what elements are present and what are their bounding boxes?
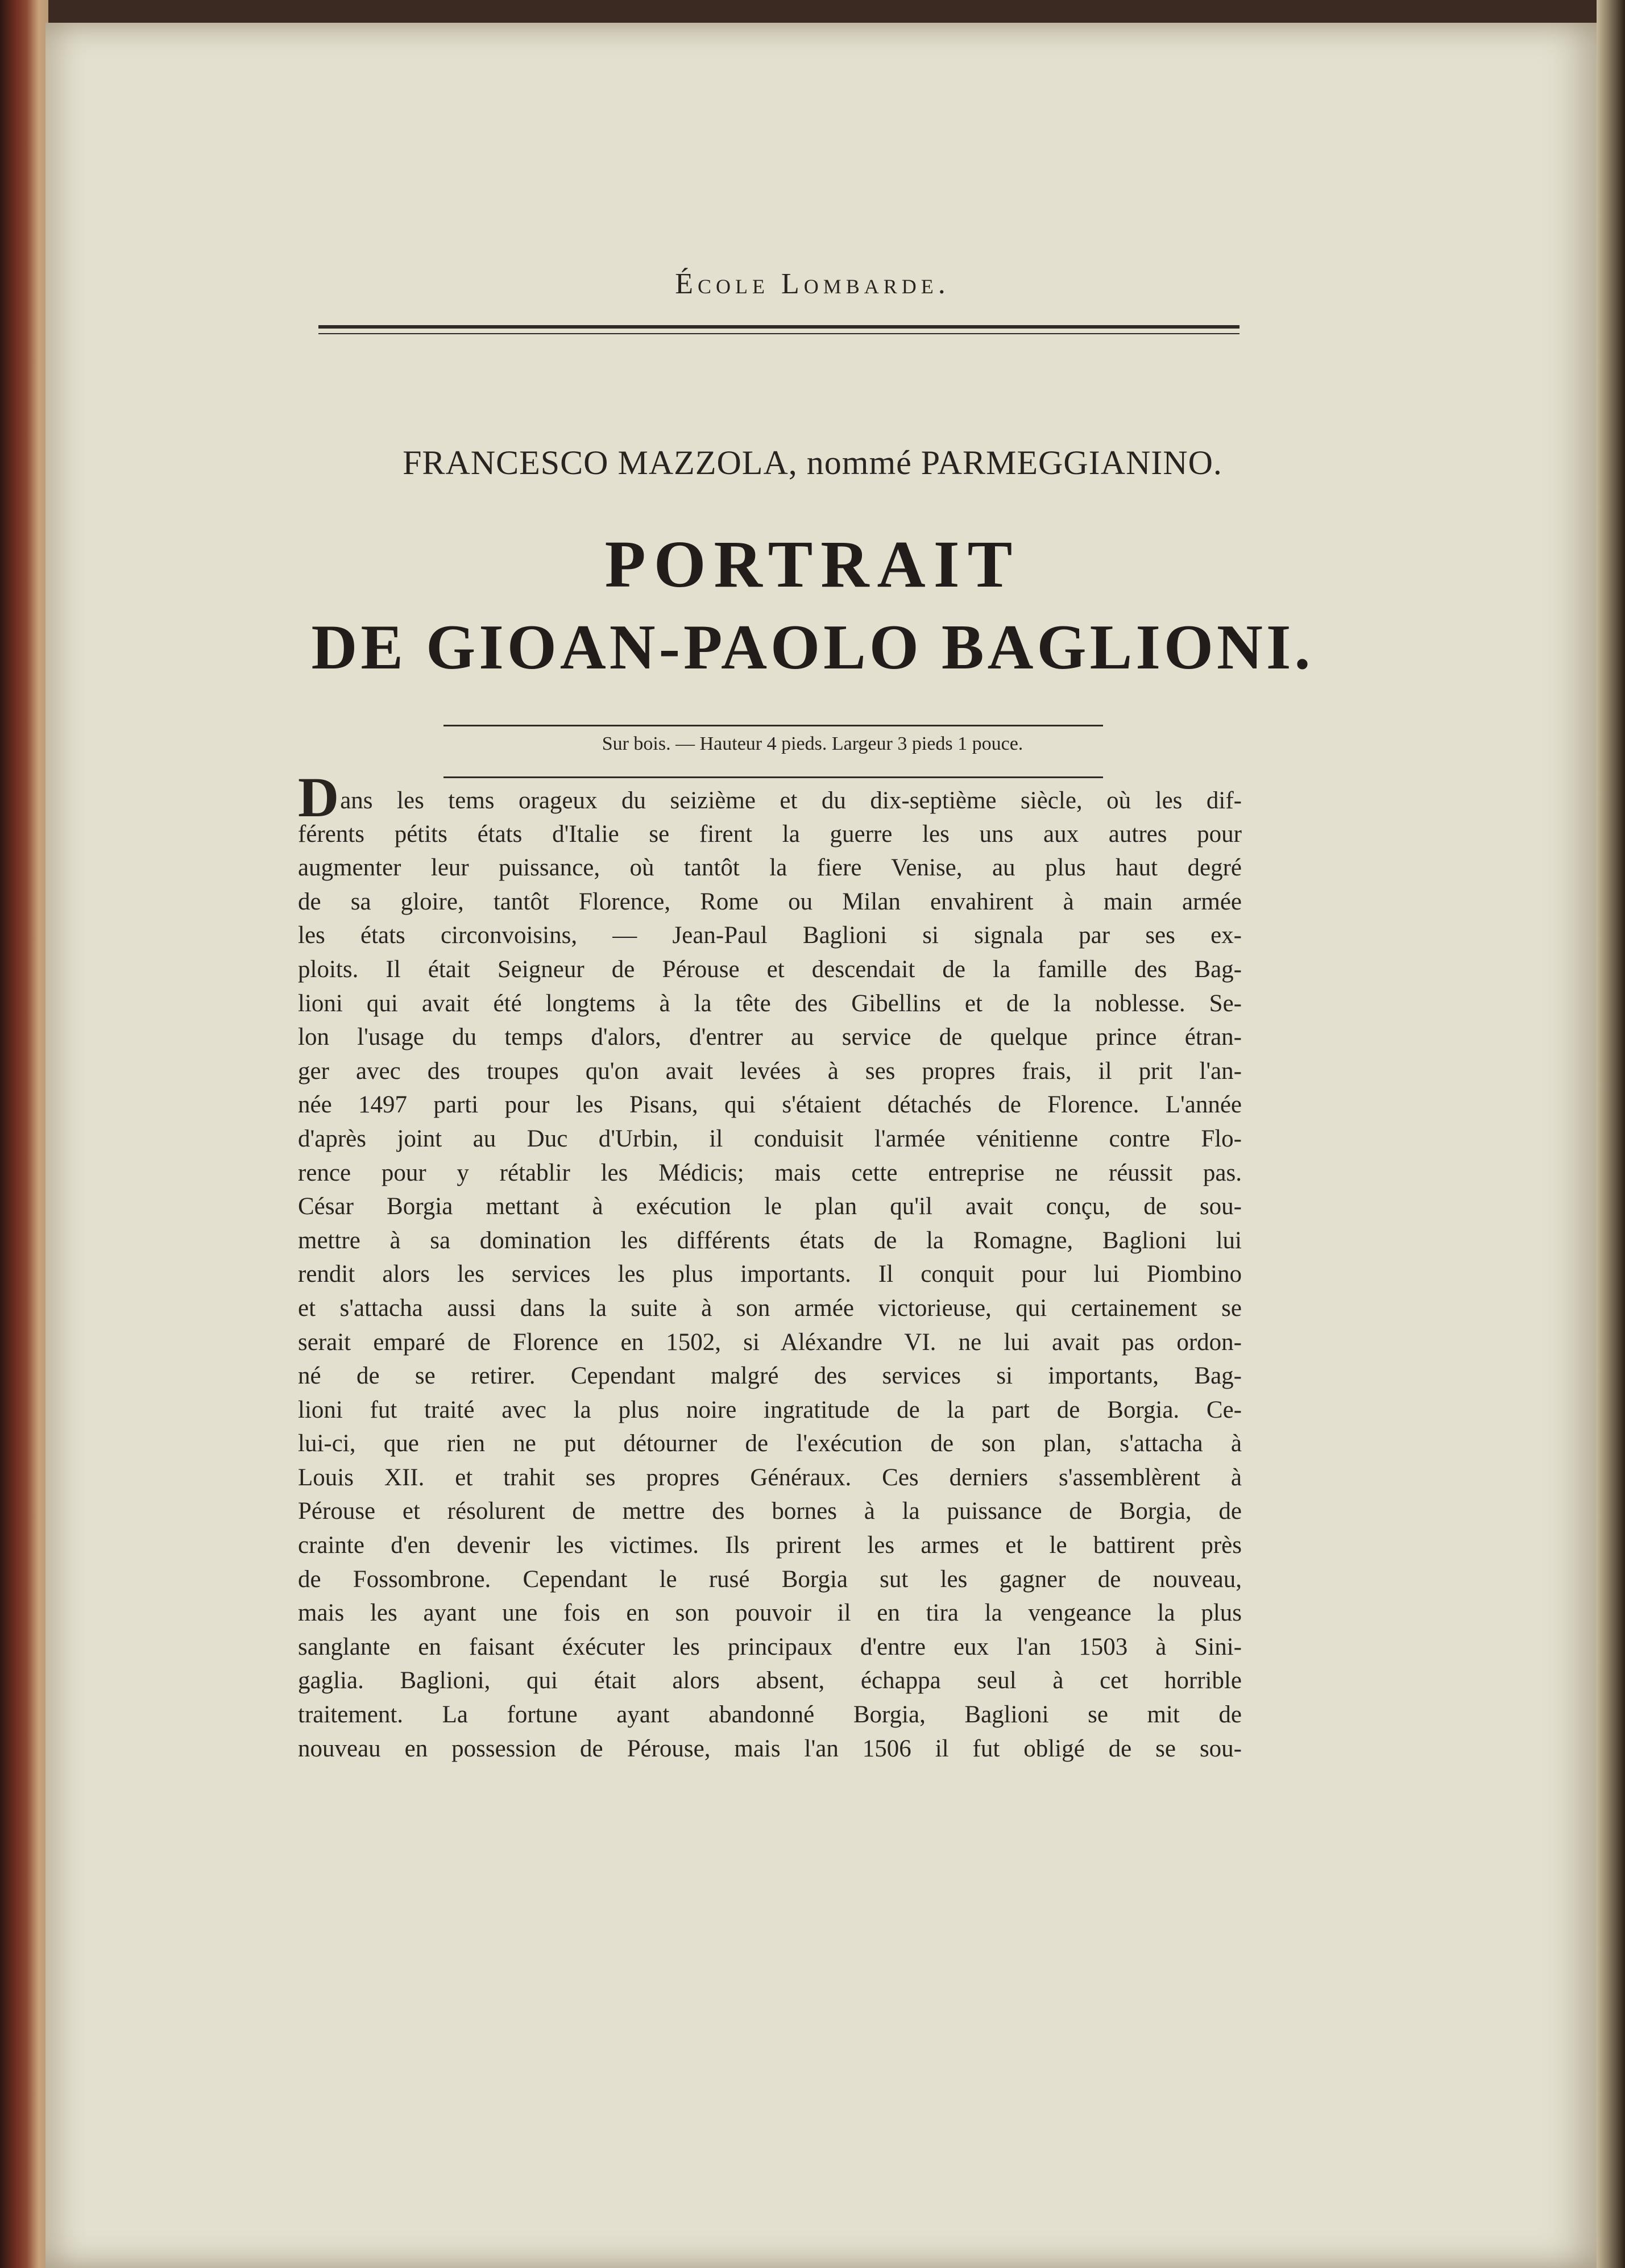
body-line: traitement. La fortune ayant abandonné Borgia, Baglioni se mit de (298, 1701, 1242, 1729)
body-line: de Fossombrone. Cependant le rusé Borgia sut les gagner de nouveau, (298, 1565, 1242, 1593)
body-line: ploits. Il était Seigneur de Pérouse et descendait de la famille des Bag- (298, 956, 1242, 983)
body-line: née 1497 parti pour les Pisans, qui s'étaient détachés de Florence. L'année (298, 1091, 1242, 1119)
header-rule-thin (318, 333, 1240, 334)
dropcap: D (298, 766, 339, 829)
header-rule-thick (318, 325, 1240, 329)
body-line: mettre à sa domination les différents états de la Romagne, Baglioni lui (298, 1227, 1242, 1254)
body-line: crainte d'en devenir les victimes. Ils prirent les armes et le battirent près (298, 1532, 1242, 1559)
body-line: les états circonvoisins, — Jean-Paul Baglioni si signala par ses ex- (298, 922, 1242, 949)
body-line: lioni qui avait été longtems à la tête des Gibellins et de la noblesse. Se- (298, 990, 1242, 1017)
body-line: lioni fut traité avec la plus noire ingratitude de la part de Borgia. Ce- (298, 1396, 1242, 1423)
section-header: École Lombarde. (675, 268, 950, 300)
body-text (298, 766, 1242, 1766)
body-line: Pérouse et résolurent de mettre des bornes à la puissance de Borgia, de (298, 1498, 1242, 1525)
page-edge (1597, 0, 1625, 2268)
body-line: augmenter leur puissance, où tantôt la fiere Venise, au plus haut degré (298, 854, 1242, 882)
body-line: sanglante en faisant éxécuter les principaux d'entre eux l'an 1503 à Sini- (298, 1633, 1242, 1660)
body-line: mais les ayant une fois en son pouvoir il en tira la vengeance la plus (298, 1600, 1242, 1627)
body-line: d'après joint au Duc d'Urbin, il conduisit l'armée vénitienne contre Flo- (298, 1125, 1242, 1152)
specs-rule-bottom (443, 776, 1103, 778)
body-line: gaglia. Baglioni, qui était alors absent, échappa seul à cet horrible (298, 1667, 1242, 1694)
title-line-2: DE GIOAN-PAOLO BAGLIONI. (311, 612, 1314, 683)
body-line: César Borgia mettant à exécution le plan qu'il avait conçu, de sou- (298, 1193, 1242, 1220)
first-line-rest: ans les tems orageux du seizième et du dix-septième siècle, où les dif- (340, 787, 1242, 814)
body-line: Louis XII. et trahit ses propres Généraux. Ces derniers s'assemblèrent à (298, 1464, 1242, 1491)
body-line (298, 766, 1242, 829)
body-line: nouveau en possession de Pérouse, mais l'an 1506 il fut obligé de se sou- (298, 1735, 1242, 1762)
body-line: rendit alors les services les plus importants. Il conquit pour lui Piombino (298, 1261, 1242, 1288)
specs-rule-top (443, 725, 1103, 726)
body-line: férents pétits états d'Italie se firent la guerre les uns aux autres pour (298, 820, 1242, 848)
body-line: né de se retirer. Cependant malgré des services si importants, Bag- (298, 1363, 1242, 1390)
body-line: ger avec des troupes qu'on avait levées à ses propres frais, il prit l'an- (298, 1057, 1242, 1085)
body-line: et s'attacha aussi dans la suite à son armée victorieuse, qui certainement se (298, 1294, 1242, 1322)
body-line: lon l'usage du temps d'alors, d'entrer au service de quelque prince étran- (298, 1024, 1242, 1051)
body-line: de sa gloire, tantôt Florence, Rome ou Milan envahirent à main armée (298, 888, 1242, 915)
body-line: rence pour y rétablir les Médicis; mais cette entreprise ne réussit pas. (298, 1159, 1242, 1186)
specs-line: Sur bois. — Hauteur 4 pieds. Largeur 3 pieds 1 pouce. (602, 733, 1023, 754)
body-line: serait emparé de Florence en 1502, si Aléxandre VI. ne lui avait pas ordon- (298, 1328, 1242, 1356)
artist-line: FRANCESCO MAZZOLA, nommé PARMEGGIANINO. (403, 444, 1222, 481)
title-line-1: PORTRAIT (604, 527, 1021, 601)
book-spine (0, 0, 48, 2268)
body-line: lui-ci, que rien ne put détourner de l'exécution de son plan, s'attacha à (298, 1430, 1242, 1457)
